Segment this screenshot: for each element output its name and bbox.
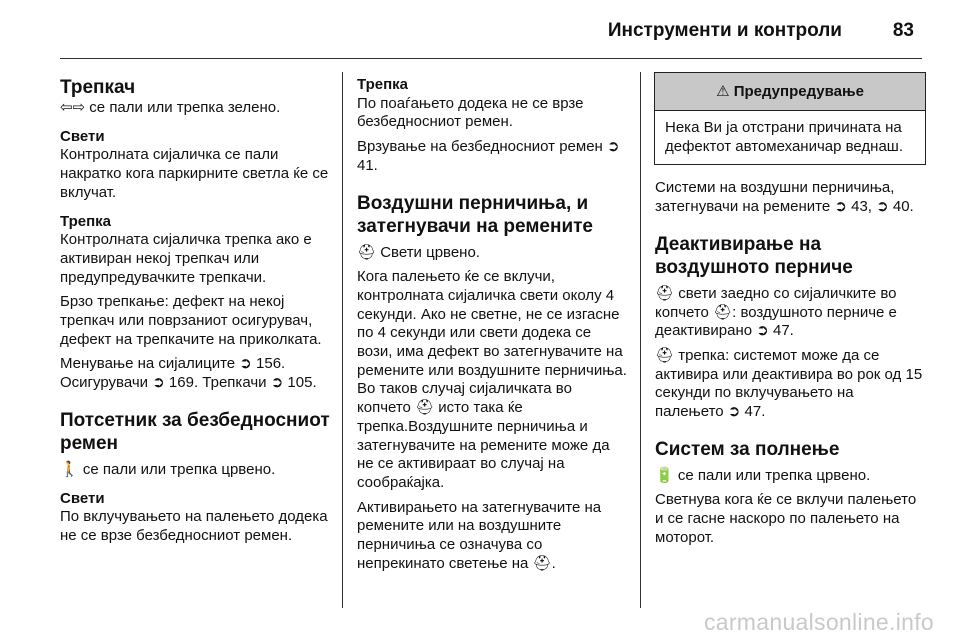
- deactivation-text-2: ⛑ трепка: системот може да се активира или деактивира во рок од 15 секунди по вклучувањето на палењето ➲ 47.: [655, 346, 923, 421]
- seatbelt-text: 🚶 се пали или трепка црвено.: [60, 460, 276, 478]
- column-divider-1: [342, 72, 343, 608]
- heading-turn-signal: Трепкач: [60, 77, 136, 98]
- charging-text-2: Светнува кога ќе се вклучи палењето и се гасне наскоро по палењето на моторот.: [655, 491, 917, 546]
- airbag-main-text: Кога палењето ќе се вклучи, контролната сијаличка свети околу 4 секунди. Ако не светне, не се изгаснe по 4 секунди или свети додека се вози, има дефект во затегнувачите на ремените или воздушните перничиња. Во таков случај сијаличката во копчето ⛑ исто така ќе трепка.Воздушните перничиња и затегнувачите на ремените може да не се активираат во случај на сообраќајка.: [357, 268, 627, 491]
- warning-title: Предупредување: [733, 83, 864, 100]
- systems-text: Системи на воздушни перничиња, затегнувачи на ремените ➲ 43, ➲ 40.: [655, 179, 914, 216]
- page-number: 83: [892, 20, 914, 41]
- flashes-text: Контролната сијаличка трепка ако е активиран некој трепкач или предупредувачките трепкачи.: [60, 231, 312, 286]
- lights-text: Контролната сијаличка се пали накратко кога паркирните светла ќе се вклучат.: [60, 146, 329, 201]
- warning-header: [655, 73, 925, 111]
- page-header: [0, 0, 960, 58]
- column-2: [357, 76, 629, 573]
- references-text: Менување на сијалиците ➲ 156. Осигурувачи ➲ 169. Трепкачи ➲ 105.: [60, 355, 317, 392]
- warning-body: Нека Ви ја отстрани причината на дефектот автомеханичар веднаш.: [665, 119, 904, 155]
- subheading-flashes: Трепка: [60, 212, 112, 230]
- heading-charging-system: Систем за полнење: [655, 438, 840, 460]
- heading-airbags: Воздушни перничиња, и затегнувачи на ремените: [357, 192, 593, 237]
- fast-flash-text: Брзо трепкање: дефект на некој трепкач или поврзаниот осигурувач, дефект на трепкачите на приколката.: [60, 293, 322, 348]
- heading-airbag-deactivation: Деактивирање на воздушното перниче: [655, 233, 853, 278]
- subheading-lights: Свети: [60, 127, 105, 145]
- warning-triangle-icon: ⚠: [716, 83, 730, 100]
- charging-text: 🔋 се пали или трепка црвено.: [655, 466, 871, 484]
- heading-seatbelt-reminder: Потсетник за безбедносниот ремен: [60, 409, 330, 454]
- section-title: Инструменти и контроли: [607, 20, 842, 41]
- warning-box: [654, 72, 926, 165]
- deactivation-text-1: ⛑ свети заедно со сијаличките во копчето ⛑: воздушното перниче е деактивирано ➲ 47.: [655, 284, 897, 340]
- header-divider: [60, 58, 922, 59]
- airbag-red-text: ⛑ Свети црвено.: [357, 243, 480, 261]
- airbag-trigger-text: Активирањето на затегнувачите на ремените или на воздушните перничиња се означува со непрекинато светење на ⛑.: [357, 498, 602, 572]
- column-1: [60, 76, 332, 546]
- column-divider-2: [640, 72, 641, 608]
- fasten-seatbelt-text: Врзување на безбедносниот ремен ➲ 41.: [357, 138, 620, 174]
- subheading-flashes-2: Трепка: [357, 76, 409, 93]
- column-3: [655, 76, 925, 548]
- flashes-2-text: По поаѓањето додека не се врзе безбедносниот ремен.: [357, 94, 584, 131]
- lights-2-text: По вклучувањето на палењето додека не се врзе безбедносниот ремен.: [60, 508, 328, 544]
- turn-signal-text: ⇦⇨ се пали или трепка зелено.: [60, 99, 281, 116]
- watermark: carmanualsonline.info: [703, 609, 934, 635]
- subheading-lights-2: Свети: [60, 489, 105, 507]
